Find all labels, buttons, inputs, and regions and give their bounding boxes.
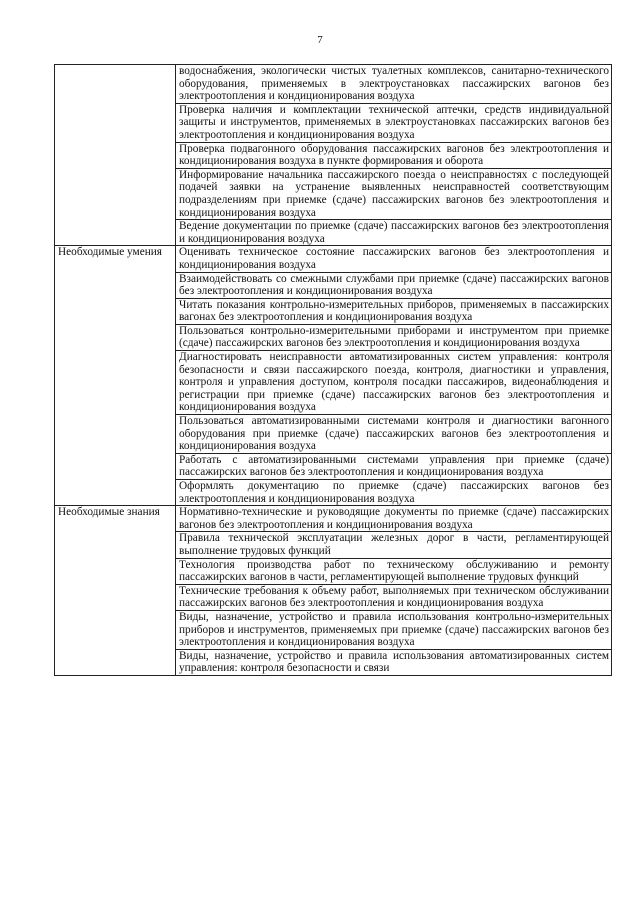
list-item: Оформлять документацию по приемке (сдаче) пассажирских вагонов без электроотопления и кондиционирования воздуха [176,480,612,506]
row-label-skills: Необходимые умения [55,246,176,506]
row-label-knowledge: Необходимые знания [55,506,176,676]
list-item: Проверка подвагонного оборудования пассажирских вагонов без электроотопления и кондиционирования воздуха в пункте формирования и оборота [176,142,612,168]
list-item: Читать показания контрольно-измерительных приборов, применяемых в пассажирских вагонах без электроотопления и кондиционирования воздуха [176,298,612,324]
list-item: Нормативно-технические и руководящие документы по приемке (сдаче) пассажирских вагонов без электроотопления и кондиционирования воздуха [176,506,612,532]
list-item: Виды, назначение, устройство и правила использования автоматизированных систем управления: контроля безопасности и связи [176,649,612,675]
row-label [55,65,176,246]
list-item: Пользоваться автоматизированными системами контроля и диагностики вагонного оборудования при приемке (сдаче) пассажирских вагонов без электроотопления и кондиционирования воздуха [176,415,612,454]
requirements-table [54,64,612,676]
table-row [55,246,612,272]
list-item: Работать с автоматизированными системами управления при приемке (сдаче) пассажирских вагонов без электроотопления и кондиционирования воздуха [176,453,612,479]
list-item: Диагностировать неисправности автоматизированных систем управления: контроля безопасности и связи пассажирского поезда, контроля, диагностики и управления, контроля и управления доступом, контроля посадки пассажиров, видеонаблюдения и регистрации при приемке (сдаче) пассажирских вагонов без электроотопления и кондиционирования воздуха [176,351,612,415]
list-item: Оценивать техническое состояние пассажирских вагонов без электроотопления и кондиционирования воздуха [176,246,612,272]
list-item: Взаимодействовать со смежными службами при приемке (сдаче) пассажирских вагонов без электроотопления и кондиционирования воздуха [176,272,612,298]
list-item: Правила технической эксплуатации железных дорог в части, регламентирующей выполнение трудовых функций [176,532,612,558]
list-item: Ведение документации по приемке (сдаче) пассажирских вагонов без электроотопления и кондиционирования воздуха [176,220,612,246]
list-item: Пользоваться контрольно-измерительными приборами и инструментом при приемке (сдаче) пассажирских вагонов без электроотопления и кондиционирования воздуха [176,324,612,350]
list-item: водоснабжения, экологически чистых туалетных комплексов, санитарно-технического оборудования, применяемых в электроустановках пассажирских вагонов без электроотопления и кондиционирования воздуха [176,65,612,104]
page-number: 7 [317,34,323,46]
table-row [55,506,612,532]
list-item: Технология производства работ по техническому обслуживанию и ремонту пассажирских вагонов в части, регламентирующей выполнение трудовых функций [176,558,612,584]
list-item: Информирование начальника пассажирского поезда о неисправностях с последующей подачей заявки на устранение выявленных неисправностей соответствующим подразделениям при приемке (сдаче) пассажирских вагонов без электроотопления и кондиционирования воздуха [176,168,612,219]
list-item: Проверка наличия и комплектации технической аптечки, средств индивидуальной защиты и инструментов, применяемых в электроустановках пассажирских вагонов без электроотопления и кондиционирования воздуха [176,103,612,142]
list-item: Технические требования к объему работ, выполняемых при техническом обслуживании пассажирских вагонов без электроотопления и кондиционирования воздуха [176,584,612,610]
table-row [55,65,612,104]
list-item: Виды, назначение, устройство и правила использования контрольно-измерительных приборов и инструментов, применяемых при приемке (сдаче) пассажирских вагонов без электроотопления и кондиционирования воздуха [176,610,612,649]
